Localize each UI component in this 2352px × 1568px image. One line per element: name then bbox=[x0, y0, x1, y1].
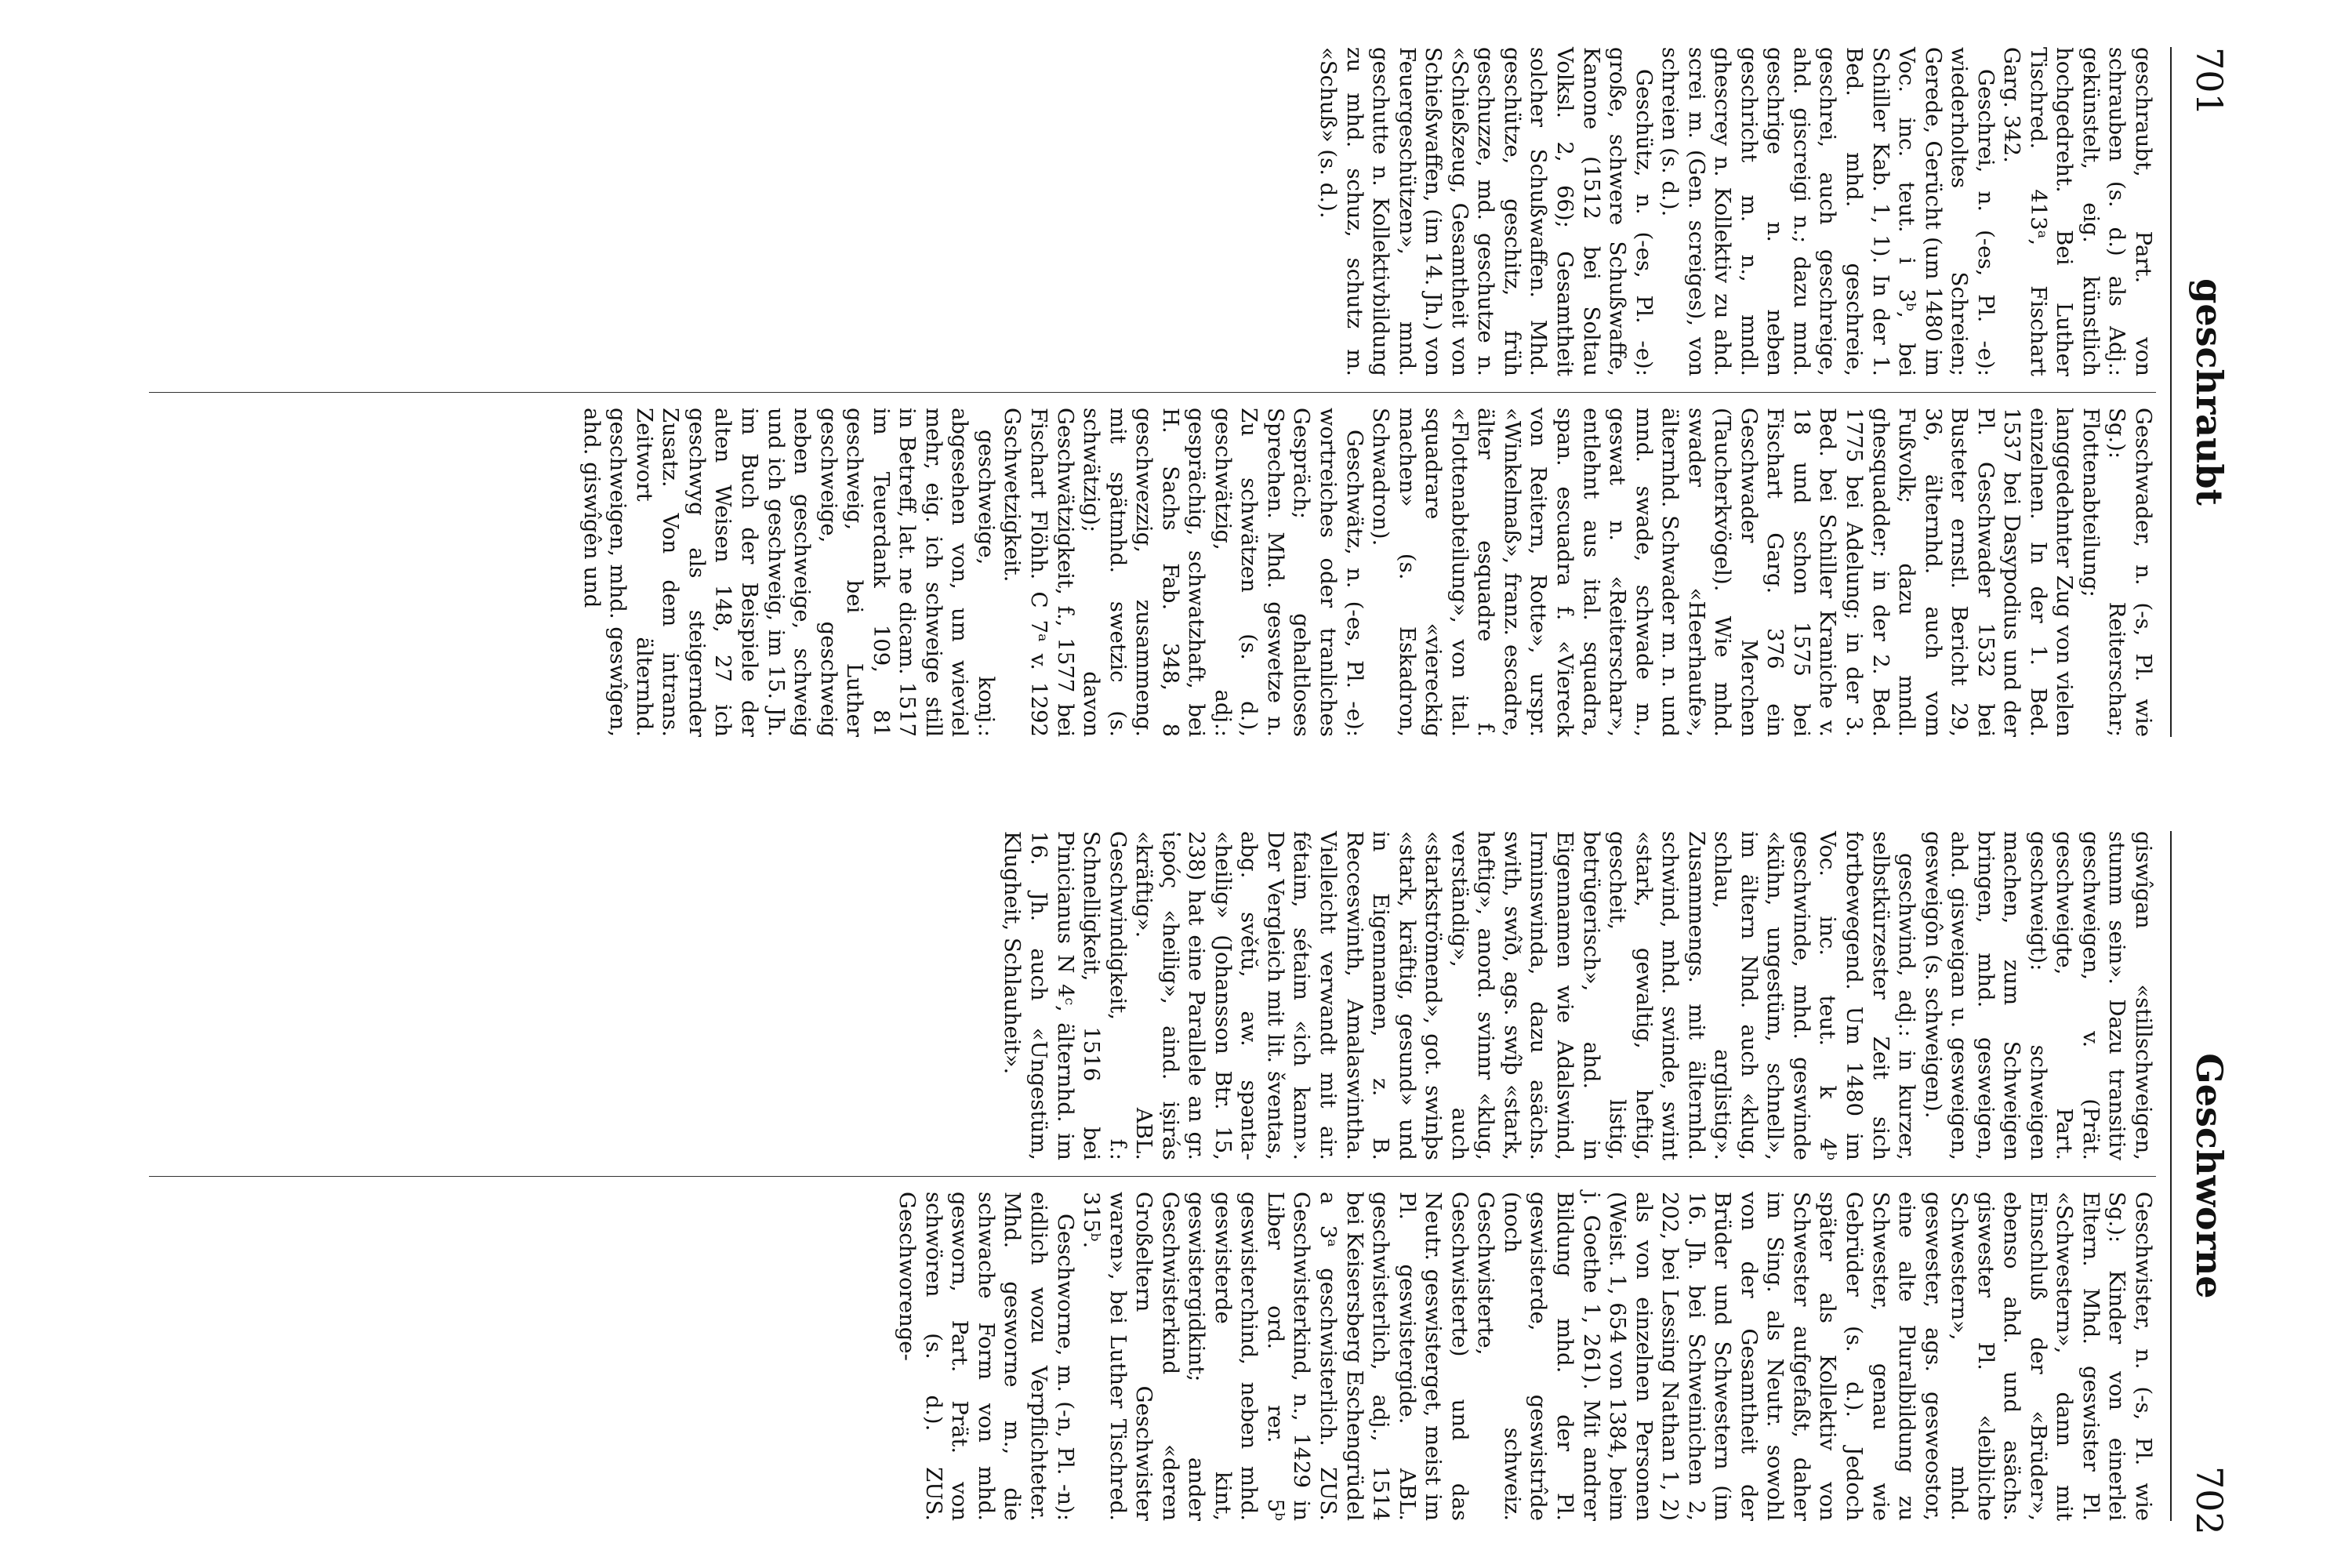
entry-paragraph: Geschworne, m. (-n, Pl. -n): eidlich wozu Verpflichteter. Mhd. gesworne m., die schwache Form von mhd. gesworn, Part. Prät. von schwören (s. d.). ZUS. Geschworenge- bbox=[895, 1192, 1078, 1521]
entry-paragraph: Geschrei, n. (-es, Pl. -e): wiederholtes Schreien; Gerede, Gerücht (um 1480 im Voc. inc. teut. i 3ᵇ, bei Schiller Kab. 1, 1). In der 1. Bed. mhd. geschreie, geschrei, auch geschreige, ahd. giscreigi n.; dazu mnd. geschrige n. neben geschricht m. n., mndl. ghescrey n. Kollektiv zu ahd. screi m. (Gen. screiges), von schreien (s. d.). bbox=[1657, 47, 1998, 376]
entry-paragraph: geschraubt, Part. von schrauben (s. d.) als Adj.: gekünstelt, eig. künstlich hochgedreht. Bei Luther Tischred. 413ᵃ, Fischart Garg. 342. bbox=[1999, 47, 2156, 376]
left-page-column-2 bbox=[578, 408, 2156, 737]
entry-paragraph: Geschwader, n. (-s, Pl. wie Sg.): Reiterschar; Flottenabteilung; langgedehnter Zug von vielen einzelnen. In der 1. Bed. 1537 bei Dasypodius und der Pl. Geschwader 1532 bei Busteter ernstl. Bericht 29, 36, älternhd. auch vom Fußvolk; dazu mndl. ghesquadder; in der 2. Bed. 1775 bei Adelung; in der 3. Bed. bei Schiller Kraniche v. 18 und schon 1575 bei Fischart Garg. 376 ein Geschwader Merchen (Taucherkvögel). Wie mhd. swader «Heerhaufe», älternhd. Schwader m. n. und mnd. swade, schwade m., geswat n. «Reiterschar», entlehnt aus ital. squadra, span. escuadra f. «Viereck von Reitern, Rotte», urspr. «Winkelmaß», franz. escadre, älter esquadre f. «Flottenabteilung», von ital. squadrare «viereckig machen» (s. Eskadron, Schwadron). bbox=[1368, 408, 2156, 737]
entry-paragraph: Geschwister, n. (-s, Pl. wie Sg.): Kinder von einerlei Eltern. Mhd. geswister Pl. «Schwestern», dann mit Einschluß der «Brüder», ebenso ahd. und asächs. giswester Pl. «leibliche Schwestern», mhd. geswester, ags. gesweostor, eine alte Pluralbildung zu Schwester, genau wie Gebrüder (s. d.). Jedoch später als Kollektiv von Schwester aufgefaßt, daher im Sing. als Neutr. sowohl von der Gesamtheit der Brüder und Schwestern (im 16. Jh. bei Schweinichen 2, 202, bei Lessing Nathan 1, 2) als von einzelnen Personen (Weist. 1, 654 von 1384, beim j. Goethe 1, 261). Mit andrer Bildung mhd. der Pl. geswisterde, geswistrîde (noch schweiz. Geschwisterte, Geschwisterte) und das Neutr. geswisterget, meist im Pl. geswistergide. ABL. geschwisterlich, adj., 1514 bei Keisersberg Eschengrüdel a 3ᵃ geschwisterlich. ZUS. Geschwisterkind, n., 1429 in Liber ord. rer. 5ᵇ geswisterchind, neben mhd. geswisterde kint, geswistergidkint; ander Geschwisterkind «deren Großeltern Geschwister waren», bei Luther Tischred. 315ᵇ. bbox=[1079, 1192, 2156, 1521]
right-page-column-1 bbox=[999, 831, 2156, 1160]
header-rule-left bbox=[2170, 47, 2172, 737]
right-page-column-2 bbox=[894, 1192, 2156, 1521]
column-divider bbox=[149, 1176, 2156, 1177]
entry-paragraph: geschwind, adj.: in kurzer, selbstkürzester Zeit sich fortbewegend. Um 1480 im Voc. inc. teut. k 4ᵇ geschwinde, mhd. geswinde «kühn, ungestüm, schnell», im ältern Nhd. auch «klug, schlau, arglistig». Zusammengs. mit älternhd. schwind, mhd. swinde, swint «stark, gewaltig, heftig, gescheit, listig, betrügerisch», ahd. in Eigennamen wie Adalswind, Irminswinda, dazu asächs. swith, swîð, ags. swîþ «stark, heftig», anord. svinnr «klug, verständig», auch «starkströmend», got. swinþs «stark, kräftig, gesund» und in Eigennamen, z. B. Recceswinth, Amalaswintha. Vielleicht verwandt mit air. fétaim, sétaim «ich kann». Der Vergleich mit lit. šventas, abg. světŭ, aw. spənta- «heilig» (Johansson Btr. 15, 238) hat eine Parallele an gr. ἱερός «heilig», aind. iṣirás «kräftig». ABL. Geschwindigkeit, f.: Schnelligkeit, 1516 bei Pinicianus N 4ᶜ, älternhd. im 16. Jh. auch «Ungestüm, Klugheit, Schlauheit». bbox=[1000, 831, 1920, 1160]
entry-paragraph: geschweige, konj.: abgesehen von, um wieviel mehr, eig. ich schweige still in Betreff, lat. ne dicam. 1517 im Teuerdank 109, 81 geschweig, bei Luther geschweige, geschweig neben geschweige, schweig und ich geschweig, im 15. Jh. im Buch der Beispiele der alten Weisen 148, 27 ich geschwyg als steigernder Zusatz. Von dem intrans. Zeitwort älternhd. geschweigen, mhd. geswîgen, ahd. giswîgên und bbox=[579, 408, 999, 737]
column-divider bbox=[149, 392, 2156, 393]
entry-paragraph: giswîgan «stillschweigen, stumm sein». Dazu transitiv geschweigen, v. (Prät. geschweigte, Part. geschweigt): schweigen machen, zum Schweigen bringen, mhd. gesweigen, ahd. gisweigan u. gesweigen, gesweigôn (s. schweigen). bbox=[1920, 831, 2156, 1160]
page-number-right: 702 bbox=[2188, 1466, 2230, 1535]
left-page-column-1 bbox=[1315, 47, 2157, 376]
header-rule-right bbox=[2170, 831, 2172, 1521]
right-page bbox=[0, 784, 2352, 1568]
page-number-left: 701 bbox=[2188, 47, 2230, 116]
running-head-right: Geschworne bbox=[2188, 1053, 2230, 1299]
entry-paragraph: Geschütz, n. (-es, Pl. -e): große, schwere Schußwaffe, Kanone (1512 bei Soltau Volksl. 2, 66); Gesamtheit solcher Schußwaffen. Mhd. geschütze, geschitz, früh geschuzze, md. geschutze n. «Schießzeug, Gesamtheit von Schießwaffen, (im 14. Jh.) von Feuergeschützen», mnd. geschutte n. Kollektivbildung zu mhd. schuz, schutz m. «Schuß» (s. d.). bbox=[1316, 47, 1657, 376]
entry-paragraph: Geschwätz, n. (-es, Pl. -e): wortreiches oder tranliches Gespräch; gehaltloses Sprechen. Mhd. geswetze n. Zu schwätzen (s. d.), geschwätzig, adj.: gesprächig, schwatzhaft, bei H. Sachs Fab. 348, 8 geschwezzig, zusammeng. mit spätmhd. swetzic (s. schwätzig); davon Geschwätzigkeit, f., 1577 bei Fischart Flöhh. C 7ᵃ v. 1292 Gschwetzigkeit. bbox=[1000, 408, 1367, 737]
running-head-left: geschraubt bbox=[2188, 278, 2230, 506]
